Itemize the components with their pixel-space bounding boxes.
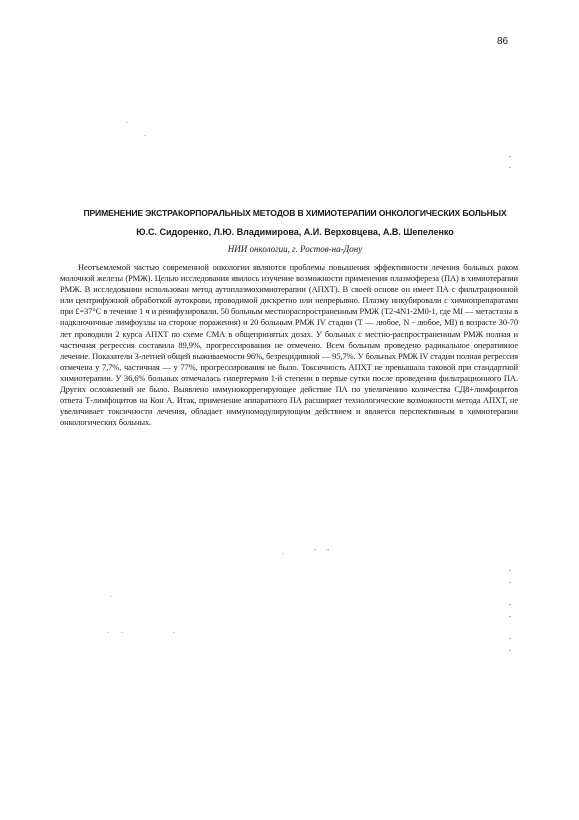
article-body: Неотъемлемой частью современной онкологии являются проблемы повышения эффективности лечения больных раком молочной железы (РМЖ). Целью исследования явилось изучение возможности применения плазмофереза (ПА) в химиотерапии РМЖ. В исследовании использован метод аутоплазмохимиотерапии (АПХТ). В своей основе он имеет ПА с фильтрационной или центрифужной обработкой аутокрови, проводимой дискретно или непрерывно. Плазму инкубировали с химиопрепаратами при £=37°С в течение 1 ч и реинфузировали. 50 больным местнораспространенным РМЖ (Т2-4N1-2М0-1, где МI — метастазы в надключичные лимфоузлы на стороне поражения) и 20 больным РМЖ IV стадии (Т — любое, N - любое, МI) в возрасте 30-70 лет проводили 2 курса АПХТ по схеме СМА в общепринятых дозах. У больных с местно-распространенным РМЖ полная и частичная регрессия составила 89,9%, прогрессирования не отмечено. Всем больным проведено радикальное оперативное лечение. Показатели 3-летней общей выживаемости 96%, безрецидивной — 95,7%. У больных РМЖ IV стадии полная регрессия отмечена у 7,7%, частичная — у 77%, прогрессирования не было. Токсичность АПХТ не превышала таковой при стандартной химиотерапии. У 36,6% больных отмечалась гипертермия 1-й степени в первые сутки после проведения фильтрационного ПА. Других осложнений не было. Выявлено иммунокоррегирующее действие ПА по увеличению количества СД8+лимфоцитов ответа Т-лимфоцитов на Кон А. Итак, применение аппаратного ПА расширяет технологические возможности метода АПХТ, не увеличивает токсичности лечения, обладает иммуномодулирующим действием и является перспективным в химиотерапии онкологических больных. bbox=[60, 262, 518, 428]
margin-dash: - bbox=[509, 614, 512, 621]
margin-dash: - bbox=[327, 547, 330, 554]
scan-speck: . bbox=[144, 131, 146, 138]
margin-dash: - bbox=[509, 568, 512, 575]
scan-speck: . bbox=[110, 592, 112, 599]
article-authors: Ю.С. Сидоренко, Л.Ю. Владимирова, А.И. Верховцева, А.В. Шепеленко bbox=[136, 227, 454, 237]
margin-dash: - bbox=[509, 636, 512, 643]
scan-speck: . bbox=[282, 549, 284, 556]
article-affiliation: НИИ онкологии, г. Ростов-на-Дону bbox=[227, 244, 363, 254]
page-number: 86 bbox=[497, 36, 509, 47]
margin-dash: - bbox=[509, 165, 512, 172]
scan-speck: . bbox=[107, 628, 109, 635]
margin-dash: - bbox=[509, 154, 512, 161]
article-title: ПРИМЕНЕНИЕ ЭКСТРАКОРПОРАЛЬНЫХ МЕТОДОВ В ХИМИОТЕРАПИИ ОНКОЛОГИЧЕСКИХ БОЛЬНЫХ bbox=[83, 208, 507, 218]
scan-speck: . bbox=[173, 628, 175, 635]
scan-speck: . bbox=[121, 628, 123, 635]
scan-speck: . bbox=[126, 118, 128, 125]
margin-dash: - bbox=[314, 547, 317, 554]
margin-dash: - bbox=[509, 602, 512, 609]
margin-dash: - bbox=[509, 648, 512, 655]
margin-dash: - bbox=[509, 580, 512, 587]
